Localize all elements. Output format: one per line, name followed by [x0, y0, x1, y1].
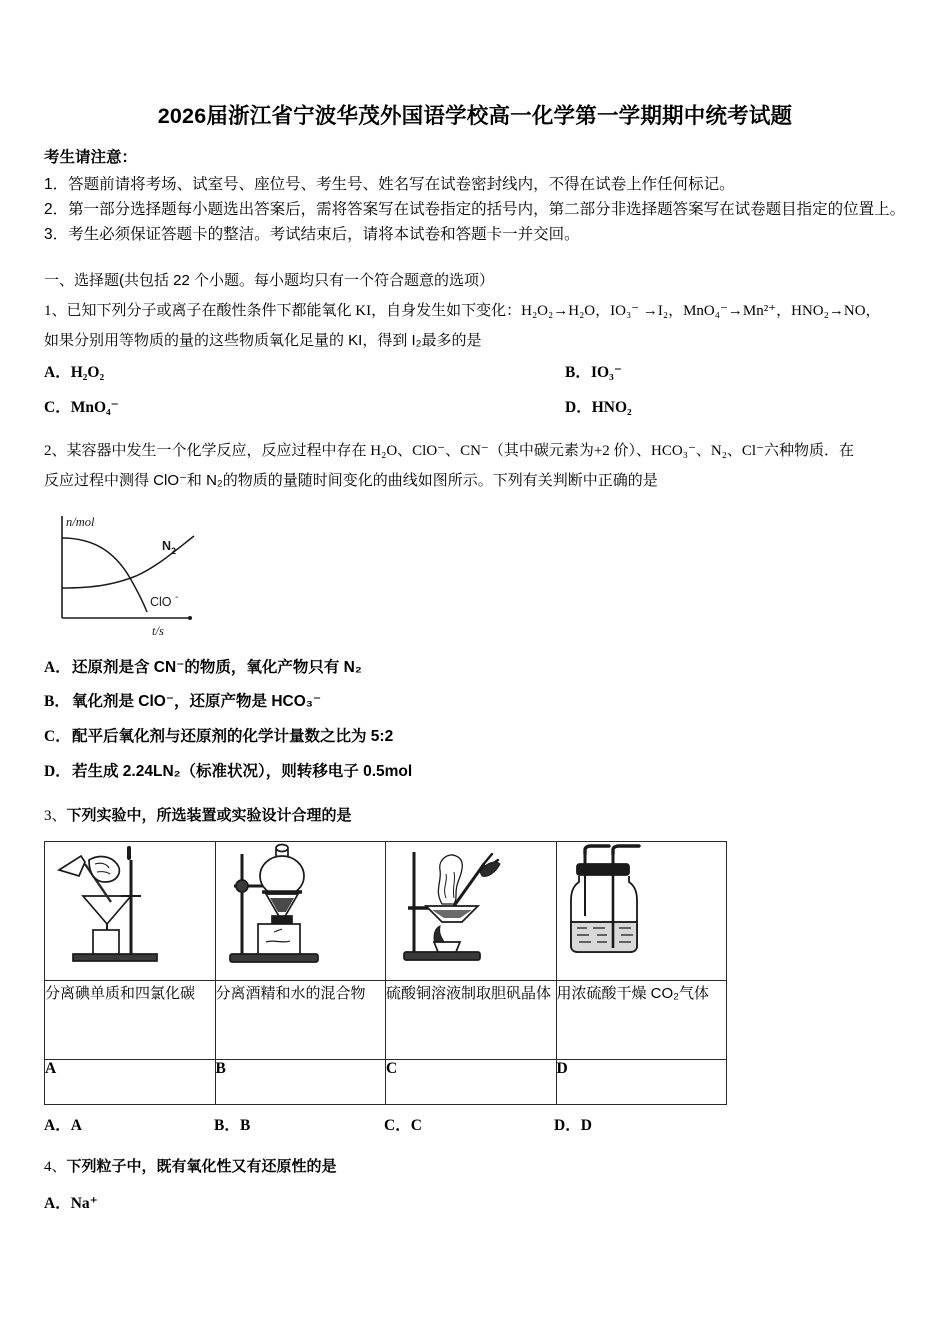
option-b-text: IO₃⁻ [591, 363, 622, 381]
option-a-text: A [70, 1117, 82, 1135]
series-n2-curve [62, 536, 194, 588]
inlet-tube-left [585, 846, 609, 854]
cell-letter-c: C [386, 1060, 557, 1105]
question-1-options [0, 356, 950, 419]
question-1-number: 1、 [44, 303, 67, 320]
liquid-level [571, 922, 637, 952]
y-axis-label: n/mol [66, 514, 95, 529]
option-c-label: C． [44, 399, 71, 417]
option-a-label: A． [44, 1194, 71, 1212]
x-axis-end-dot [188, 616, 192, 620]
question-4-options [0, 1183, 950, 1215]
option-d-label: D． [565, 399, 592, 417]
notice-line-1: 1．答题前请将考场、试室号、座位号、考生号、姓名写在试卷密封线内，不得在试卷上作任何标记。 [44, 175, 735, 193]
question-2-option-b[interactable] [44, 685, 906, 720]
alcohol-burner [434, 942, 460, 952]
question-1-option-c[interactable] [44, 397, 475, 419]
stand-base [404, 952, 480, 960]
stopcock [272, 916, 292, 923]
notice-line-3: 3．考生必须保证答题卡的整洁。考试结束后，请将本试卷和答题卡一并交回。 [44, 226, 580, 244]
question-1-stem-formulas: H₂O₂→H₂O，IO₃⁻ →I₂，MnO₄⁻→Mn²⁺，HNO₂→NO， [521, 303, 881, 320]
table-row-figures [45, 842, 727, 981]
receiving-beaker [258, 924, 300, 954]
cell-figure-d [556, 842, 727, 981]
cell-description-a: 分离碘单质和四氯化碳 [45, 981, 216, 1060]
evaporating-dish-apparatus-icon [386, 842, 526, 972]
question-3-options [0, 1105, 950, 1135]
cell-figure-c [386, 842, 557, 981]
cell-figure-b [215, 842, 386, 981]
question-3-number: 3、 [44, 808, 67, 825]
funnel-bulb [260, 856, 304, 896]
option-a-label: A． [44, 1117, 71, 1135]
question-2-option-d[interactable] [44, 755, 906, 790]
question-3-stem-text: 下列实验中，所选装置或实验设计合理的是 [66, 808, 352, 825]
option-b-label: B． [44, 693, 70, 711]
cell-description-b: 分离酒精和水的混合物 [215, 981, 386, 1060]
option-c-label: C． [384, 1117, 411, 1135]
stand-base [73, 954, 157, 961]
question-2-option-c[interactable] [44, 720, 906, 755]
question-3-option-c[interactable] [384, 1113, 554, 1135]
cell-description-d: 用浓硫酸干燥 CO₂气体 [556, 981, 727, 1060]
series-n2-subscript: 2 [171, 545, 177, 556]
concentration-time-graph [44, 506, 249, 641]
question-1-stem-line-2: 如果分别用等物质的量的这些物质氧化足量的 KI，得到 I₂最多的是 [44, 332, 482, 350]
apparatus-table [44, 841, 727, 1105]
question-3-stem [44, 802, 906, 831]
option-d-text: HNO₂ [591, 399, 632, 417]
filtration-apparatus-icon [45, 842, 185, 972]
question-4-option-a[interactable] [44, 1193, 906, 1215]
question-1-option-d[interactable] [475, 397, 906, 419]
question-1-stem-prefix: 已知下列分子或离子在酸性条件下都能氧化 KI，自身发生如下变化： [66, 303, 522, 320]
question-1-option-b[interactable] [475, 362, 906, 384]
question-2-stem-line-2: 反应过程中测得 ClO⁻和 N₂的物质的量随时间变化的曲线如图所示。下列有关判断中正确的是 [44, 472, 658, 490]
question-2-figure [0, 496, 950, 641]
question-2-stem-line-1 [44, 437, 906, 466]
vapor-cloud [438, 855, 462, 904]
option-d-label: D． [44, 763, 71, 781]
question-3-block [0, 790, 950, 831]
option-a-label: A． [44, 658, 71, 676]
funnel [83, 896, 131, 924]
question-3-option-d[interactable] [554, 1113, 724, 1135]
question-4-number: 4、 [44, 1159, 67, 1176]
option-b-label: B． [565, 363, 591, 381]
section-choice-questions [0, 247, 950, 356]
option-b-label: B． [214, 1117, 240, 1135]
question-2-number: 2、 [44, 443, 67, 460]
question-2-option-a[interactable] [44, 651, 906, 686]
question-2-options [0, 641, 950, 791]
option-d-text: D [580, 1117, 592, 1135]
question-1-stem-line-1 [44, 297, 906, 326]
series-clo-charge: - [175, 591, 179, 603]
beaker [93, 930, 119, 954]
option-a-label: A． [44, 363, 71, 381]
section-heading: 一、选择题(共包括 22 个小题。每小题均只有一个符合题意的选项） [44, 272, 495, 290]
question-2-stem-text: 某容器中发生一个化学反应，反应过程中存在 H₂O、ClO⁻、CN⁻（其中碳元素为+2 价）、HCO₃⁻、N₂、Cl⁻六种物质．在 [66, 443, 855, 460]
option-b-text: B [240, 1117, 251, 1135]
notice-line-2: 2．第一部分选择题每小题选出答案后，需将答案写在试卷指定的括号内，第二部分非选择题答案写在试卷题目指定的位置上。 [44, 200, 906, 218]
option-c-text: 配平后氧化剂与还原剂的化学计量数之比为 5:2 [72, 728, 394, 746]
inlet-tube-right [613, 846, 639, 854]
option-c-text: MnO₄⁻ [70, 399, 119, 417]
notice-block [0, 130, 950, 247]
page-title: 2026届浙江省宁波华茂外国语学校高一化学第一学期期中统考试题 [157, 104, 793, 128]
question-1-option-a[interactable] [44, 362, 475, 384]
option-d-text: 若生成 2.24LN₂（标准状况），则转移电子 0.5mol [72, 763, 413, 781]
separatory-funnel-apparatus-icon [216, 842, 356, 972]
series-clo-label: ClO [150, 594, 172, 609]
apparatus-table-wrap [0, 831, 950, 1105]
filter-paper-left [59, 856, 85, 876]
series-clo-curve [62, 538, 147, 612]
funnel-stopper [276, 845, 288, 852]
cell-letter-d: D [556, 1060, 727, 1105]
option-c-label: C． [44, 728, 71, 746]
option-a-text: 还原剂是含 CN⁻的物质，氧化产物只有 N₂ [72, 658, 362, 676]
cell-letter-a: A [45, 1060, 216, 1105]
table-row-letters [45, 1060, 727, 1105]
x-axis-label: t/s [152, 623, 164, 638]
bottle-stopper [577, 864, 629, 875]
option-b-text: 氧化剂是 ClO⁻，还原产物是 HCO₃⁻ [72, 693, 322, 711]
option-c-text: C [410, 1117, 422, 1135]
stand-base [230, 954, 318, 962]
graph-svg [44, 506, 249, 641]
gas-washing-bottle-icon [557, 842, 697, 972]
option-a-text: Na⁺ [70, 1194, 98, 1212]
option-a-text: H₂O₂ [70, 363, 105, 381]
question-4-block [0, 1135, 950, 1182]
clamp-knob [236, 880, 248, 892]
cell-description-c: 硫酸铜溶液制取胆矾晶体 [386, 981, 557, 1060]
question-4-stem-text: 下列粒子中，既有氧化性又有还原性的是 [66, 1159, 337, 1176]
notice-heading: 考生请注意： [44, 148, 138, 166]
question-4-stem [44, 1153, 906, 1182]
cell-figure-a [45, 842, 216, 981]
question-3-option-a[interactable] [44, 1113, 214, 1135]
question-2-block [0, 419, 950, 496]
option-d-label: D． [554, 1117, 581, 1135]
cell-letter-b: B [215, 1060, 386, 1105]
series-n2-label: N [162, 538, 172, 553]
question-3-option-b[interactable] [214, 1113, 384, 1135]
table-row-descriptions [45, 981, 727, 1060]
